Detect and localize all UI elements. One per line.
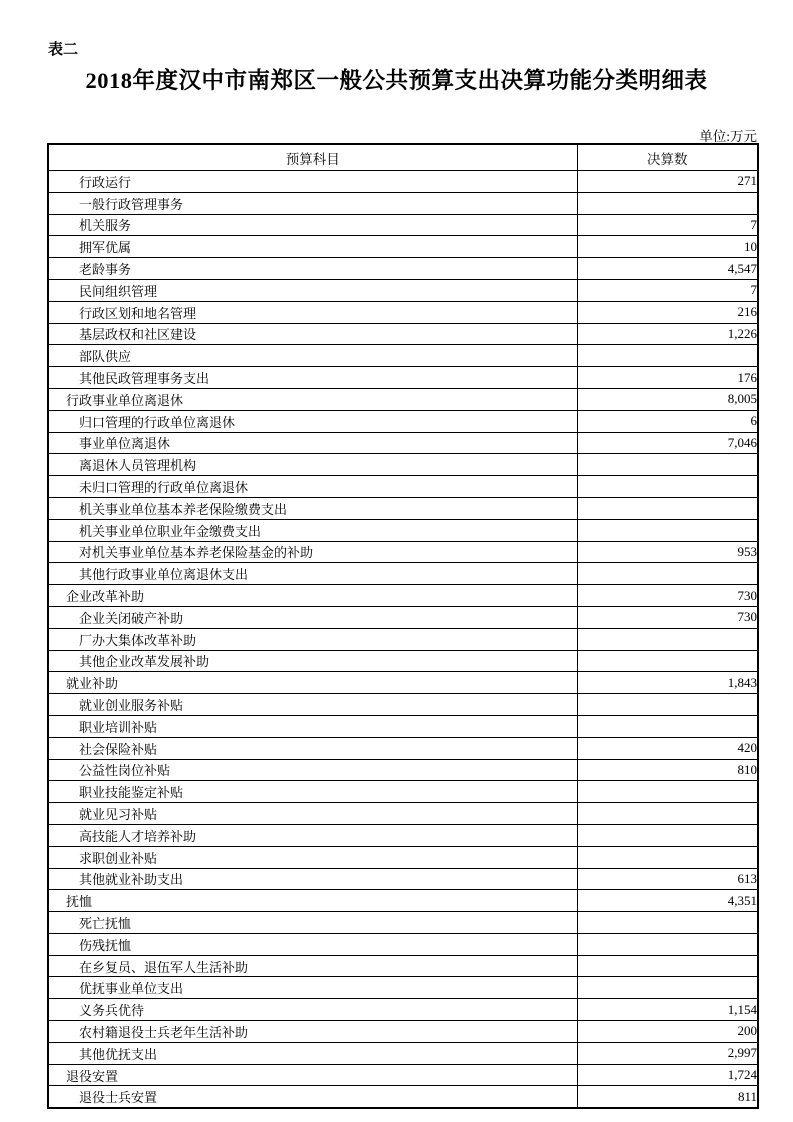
subject-cell: 职业技能鉴定补贴 xyxy=(48,781,577,803)
subject-cell: 优抚事业单位支出 xyxy=(48,977,577,999)
budget-table xyxy=(47,143,759,1109)
amount-cell: 420 xyxy=(577,737,758,759)
header-row xyxy=(48,144,758,171)
subject-cell: 其他企业改革发展补助 xyxy=(48,650,577,672)
table-number-label: 表二 xyxy=(48,42,79,58)
unit-note: 单位:万元 xyxy=(699,129,757,144)
page-title: 2018年度汉中市南郑区一般公共预算支出决算功能分类明细表 xyxy=(85,68,708,93)
table-row xyxy=(48,781,758,803)
amount-cell: 7 xyxy=(577,279,758,301)
subject-cell: 企业改革补助 xyxy=(48,585,577,607)
amount-cell xyxy=(577,933,758,955)
subject-cell: 其他优抚支出 xyxy=(48,1042,577,1064)
amount-cell: 1,724 xyxy=(577,1064,758,1086)
table-row xyxy=(48,432,758,454)
table-row xyxy=(48,541,758,563)
amount-cell: 200 xyxy=(577,1021,758,1043)
amount-cell xyxy=(577,715,758,737)
amount-cell: 6 xyxy=(577,410,758,432)
table-row xyxy=(48,868,758,890)
table-row xyxy=(48,890,758,912)
amount-cell xyxy=(577,977,758,999)
amount-cell: 7,046 xyxy=(577,432,758,454)
subject-cell: 机关事业单位职业年金缴费支出 xyxy=(48,519,577,541)
amount-cell: 4,547 xyxy=(577,258,758,280)
subject-cell: 拥军优属 xyxy=(48,236,577,258)
table-row xyxy=(48,672,758,694)
amount-cell xyxy=(577,454,758,476)
subject-cell: 部队供应 xyxy=(48,345,577,367)
table-row xyxy=(48,171,758,193)
column-header-amount: 决算数 xyxy=(577,144,758,171)
table-row xyxy=(48,323,758,345)
subject-cell: 离退休人员管理机构 xyxy=(48,454,577,476)
subject-cell: 就业补助 xyxy=(48,672,577,694)
amount-cell xyxy=(577,846,758,868)
table-row xyxy=(48,737,758,759)
amount-cell: 810 xyxy=(577,759,758,781)
amount-cell: 730 xyxy=(577,585,758,607)
subject-cell: 退役安置 xyxy=(48,1064,577,1086)
subject-cell: 在乡复员、退伍军人生活补助 xyxy=(48,955,577,977)
subject-cell: 职业培训补贴 xyxy=(48,715,577,737)
subject-cell: 死亡抚恤 xyxy=(48,912,577,934)
subject-cell: 行政事业单位离退休 xyxy=(48,388,577,410)
table-row xyxy=(48,410,758,432)
amount-cell xyxy=(577,519,758,541)
amount-cell xyxy=(577,650,758,672)
subject-cell: 基层政权和社区建设 xyxy=(48,323,577,345)
amount-cell: 1,226 xyxy=(577,323,758,345)
table-row xyxy=(48,454,758,476)
subject-cell: 企业关闭破产补助 xyxy=(48,606,577,628)
table-row xyxy=(48,694,758,716)
amount-cell: 1,154 xyxy=(577,999,758,1021)
table-row xyxy=(48,650,758,672)
table-row xyxy=(48,192,758,214)
subject-cell: 一般行政管理事务 xyxy=(48,192,577,214)
amount-cell: 730 xyxy=(577,606,758,628)
subject-cell: 归口管理的行政单位离退休 xyxy=(48,410,577,432)
table-row xyxy=(48,628,758,650)
subject-cell: 伤残抚恤 xyxy=(48,933,577,955)
amount-cell: 10 xyxy=(577,236,758,258)
amount-cell xyxy=(577,824,758,846)
amount-cell: 271 xyxy=(577,171,758,193)
subject-cell: 机关事业单位基本养老保险缴费支出 xyxy=(48,497,577,519)
subject-cell: 就业见习补贴 xyxy=(48,803,577,825)
amount-cell: 2,997 xyxy=(577,1042,758,1064)
table-row xyxy=(48,803,758,825)
subject-cell: 社会保险补贴 xyxy=(48,737,577,759)
amount-cell xyxy=(577,476,758,498)
amount-cell xyxy=(577,192,758,214)
table-row xyxy=(48,715,758,737)
subject-cell: 其他行政事业单位离退休支出 xyxy=(48,563,577,585)
subject-cell: 事业单位离退休 xyxy=(48,432,577,454)
table-row xyxy=(48,1086,758,1108)
subject-cell: 高技能人才培养补助 xyxy=(48,824,577,846)
table-row xyxy=(48,367,758,389)
table-row xyxy=(48,497,758,519)
amount-cell: 216 xyxy=(577,301,758,323)
table-row xyxy=(48,846,758,868)
subject-cell: 就业创业服务补贴 xyxy=(48,694,577,716)
table-row xyxy=(48,563,758,585)
amount-cell xyxy=(577,345,758,367)
subject-cell: 公益性岗位补贴 xyxy=(48,759,577,781)
table-row xyxy=(48,236,758,258)
subject-cell: 民间组织管理 xyxy=(48,279,577,301)
amount-cell xyxy=(577,563,758,585)
amount-cell: 953 xyxy=(577,541,758,563)
table-row xyxy=(48,476,758,498)
subject-cell: 机关服务 xyxy=(48,214,577,236)
amount-cell: 7 xyxy=(577,214,758,236)
amount-cell xyxy=(577,912,758,934)
table-header xyxy=(48,144,758,171)
amount-cell xyxy=(577,497,758,519)
table-row xyxy=(48,912,758,934)
subject-cell: 未归口管理的行政单位离退休 xyxy=(48,476,577,498)
table-row xyxy=(48,759,758,781)
amount-cell xyxy=(577,781,758,803)
amount-cell: 176 xyxy=(577,367,758,389)
column-header-subject: 预算科目 xyxy=(48,144,577,171)
table-row xyxy=(48,301,758,323)
subject-cell: 义务兵优待 xyxy=(48,999,577,1021)
table-row xyxy=(48,955,758,977)
subject-cell: 农村籍退役士兵老年生活补助 xyxy=(48,1021,577,1043)
table-row xyxy=(48,1021,758,1043)
table-row xyxy=(48,258,758,280)
subject-cell: 行政运行 xyxy=(48,171,577,193)
amount-cell: 1,843 xyxy=(577,672,758,694)
table-row xyxy=(48,999,758,1021)
table-row xyxy=(48,824,758,846)
amount-cell: 4,351 xyxy=(577,890,758,912)
subject-cell: 抚恤 xyxy=(48,890,577,912)
table-row xyxy=(48,585,758,607)
table-row xyxy=(48,1064,758,1086)
subject-cell: 厂办大集体改革补助 xyxy=(48,628,577,650)
table-row xyxy=(48,606,758,628)
amount-cell: 613 xyxy=(577,868,758,890)
subject-cell: 其他民政管理事务支出 xyxy=(48,367,577,389)
table-row xyxy=(48,933,758,955)
amount-cell xyxy=(577,694,758,716)
subject-cell: 对机关事业单位基本养老保险基金的补助 xyxy=(48,541,577,563)
subject-cell: 求职创业补贴 xyxy=(48,846,577,868)
table-body xyxy=(48,171,758,1109)
table-row xyxy=(48,388,758,410)
amount-cell xyxy=(577,628,758,650)
amount-cell: 8,005 xyxy=(577,388,758,410)
table-row xyxy=(48,214,758,236)
amount-cell xyxy=(577,955,758,977)
table-row xyxy=(48,345,758,367)
table-row xyxy=(48,1042,758,1064)
amount-cell: 811 xyxy=(577,1086,758,1108)
subject-cell: 行政区划和地名管理 xyxy=(48,301,577,323)
table-row xyxy=(48,279,758,301)
subject-cell: 退役士兵安置 xyxy=(48,1086,577,1108)
table-row xyxy=(48,519,758,541)
table-row xyxy=(48,977,758,999)
subject-cell: 老龄事务 xyxy=(48,258,577,280)
amount-cell xyxy=(577,803,758,825)
subject-cell: 其他就业补助支出 xyxy=(48,868,577,890)
